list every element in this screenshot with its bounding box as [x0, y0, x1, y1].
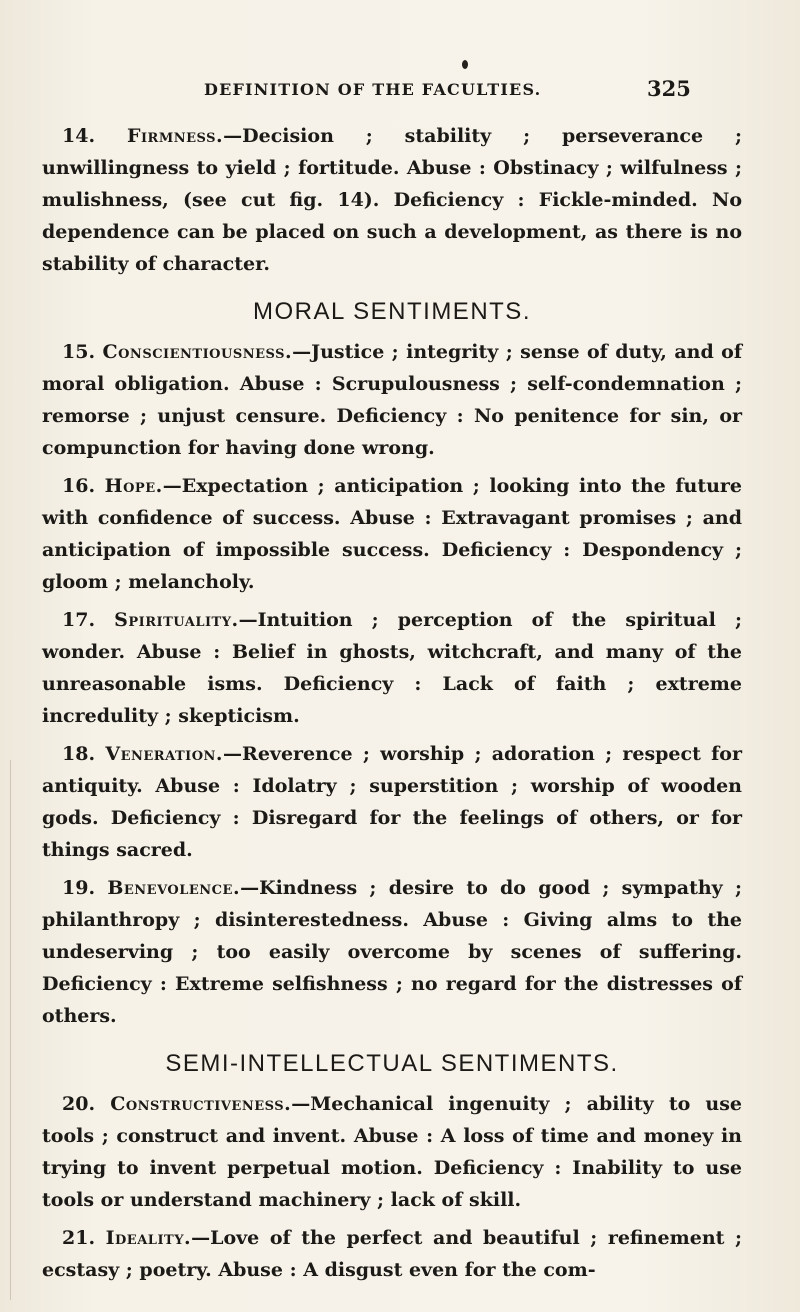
faculty-definition: —Mechanical ingenuity ; ability to use tools ; construct and invent. Abuse : A loss of time and money in trying to invent perpetual motion. Deficiency : Inability to use tools or understand machinery ; lack of skill. [42, 1093, 742, 1211]
faculty-definition: —Intuition ; perception of the spiritual ; wonder. Abuse : Belief in ghosts, witchcraft, and many of the unreasonable isms. Deficiency : Lack of faith ; extreme incredulity ; skepticism. [42, 609, 742, 727]
entry-number: 19. [62, 877, 96, 899]
faculty-entry-firmness [42, 120, 742, 280]
faculty-entry-spirituality [42, 604, 742, 732]
entry-number: 17. [62, 609, 96, 631]
faculty-definition: —Love of the perfect and beautiful ; refinement ; ecstasy ; poetry. Abuse : A disgust even for the com- [42, 1227, 743, 1281]
faculty-definition: —Justice ; integrity ; sense of duty, and of moral obligation. Abuse : Scrupulousness ; self-condemnation ; remorse ; unjust censure. Deficiency : No penitence for sin, or compunction for having done wrong. [42, 341, 742, 459]
page-number: 325 [647, 76, 691, 101]
faculty-name: Veneration. [105, 743, 224, 765]
faculty-name: Hope. [104, 475, 163, 497]
faculty-definition: —Reverence ; worship ; adoration ; respect for antiquity. Abuse : Idolatry ; superstition ; worship of wooden gods. Deficiency : Disregard for the feelings of others, or for things sacred. [42, 743, 742, 861]
faculty-entry-benevolence [42, 872, 742, 1032]
faculty-entry-ideality [42, 1222, 742, 1286]
faculty-entry-constructiveness [42, 1088, 742, 1216]
faculty-entry-conscientiousness [42, 336, 742, 464]
faculty-entry-hope [42, 470, 742, 598]
faculty-name: Conscientiousness. [102, 341, 293, 363]
section-heading-semi-intellectual-sentiments: SEMI-INTELLECTUAL SENTIMENTS. [165, 1050, 619, 1077]
ink-speck [462, 60, 468, 69]
section-heading-moral-sentiments: MORAL SENTIMENTS. [253, 298, 531, 325]
faculty-name: Firmness. [126, 125, 224, 147]
faculty-definition: —Decision ; stability ; perseverance ; unwillingness to yield ; fortitude. Abuse : Obstinacy ; wilfulness ; mulishness, (see cut fig. 14). Deficiency : Fickle-minded. No dependence can be placed on such a development, as there is no stability of character. [42, 125, 742, 275]
faculty-name: Spirituality. [114, 609, 239, 631]
faculty-name: Benevolence. [107, 877, 241, 899]
page-header [204, 76, 784, 110]
faculty-name: Ideality. [105, 1227, 192, 1249]
faculty-entry-veneration [42, 738, 742, 866]
faculty-definition: —Expectation ; anticipation ; looking into the future with confidence of success. Abuse : Extravagant promises ; and anticipation of impossible success. Deficiency : Despondency ; gloom ; melancholy. [42, 475, 743, 593]
faculty-name: Constructiveness. [110, 1093, 292, 1115]
entry-number: 14. [62, 125, 96, 147]
faculty-definition: —Kindness ; desire to do good ; sympathy ; philanthropy ; disinterestedness. Abuse : Giving alms to the undeserving ; too easily overcome by scenes of suffering. Deficiency : Extreme selfishness ; no regard for the distresses of others. [42, 877, 742, 1027]
entry-number: 21. [62, 1227, 96, 1249]
entry-number: 15. [62, 341, 96, 363]
entry-number: 16. [62, 475, 96, 497]
running-head: DEFINITION OF THE FACULTIES. [204, 80, 542, 99]
page-body [42, 120, 742, 1286]
entry-number: 18. [62, 743, 96, 765]
page-edge-shadow [10, 760, 11, 1300]
entry-number: 20. [62, 1093, 96, 1115]
